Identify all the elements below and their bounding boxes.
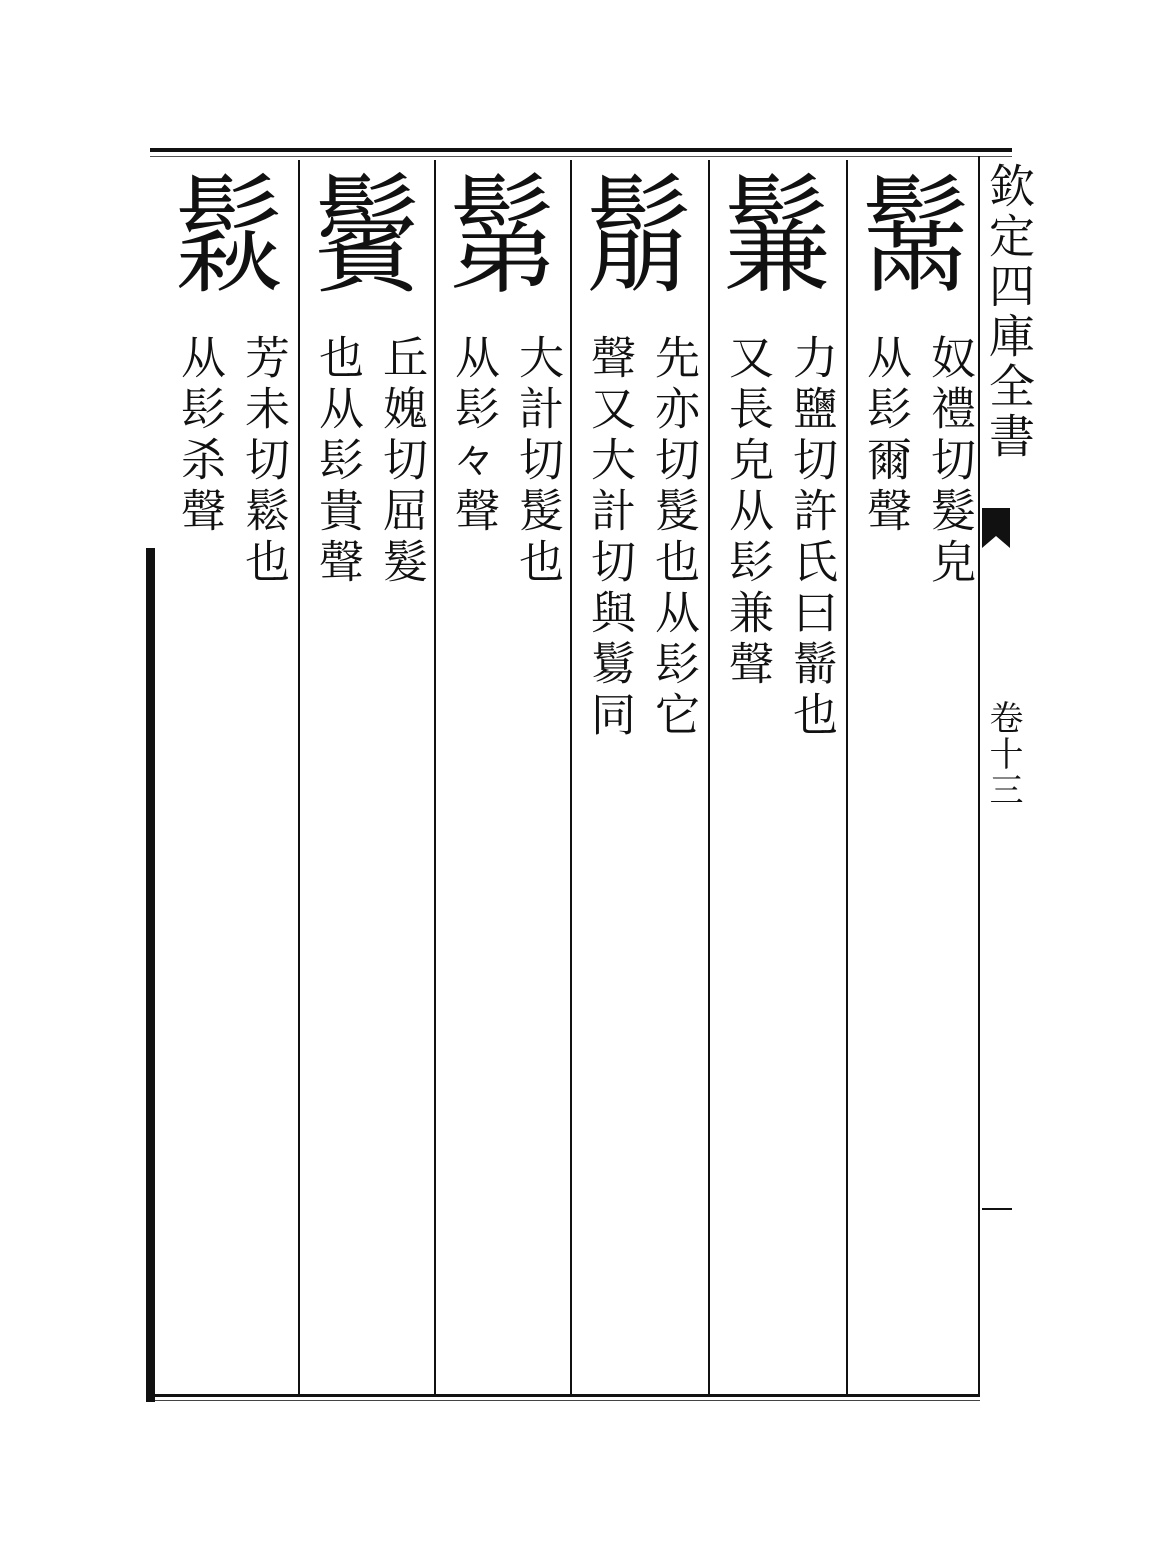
left-border-rule [146,548,155,1402]
top-border-thin-rule [150,156,1012,157]
entry-definition-continued: 从髟爾聲 [859,334,912,538]
entry-definition: 奴禮切髮皃 [923,334,976,589]
entry-definition-continued: 从髟𠚤聲 [447,334,500,538]
bottom-border-rule [150,1394,980,1397]
entry-definition: 大計切髲也 [511,334,564,589]
seal-script-character: 鬅 [584,163,693,312]
bottom-border-thin-rule [150,1400,980,1401]
entry-definition-continued: 从髟杀聲 [173,334,226,538]
dictionary-entry [434,163,570,1388]
dictionary-entry [298,163,434,1388]
entry-definition: 芳未切鬆也 [237,334,290,589]
top-border-rule [150,148,1012,152]
dictionary-entry [708,163,844,1388]
margin-tick [982,1208,1012,1210]
seal-script-character: 鬏 [174,163,283,312]
seal-script-character: 鬢 [312,163,421,312]
seal-script-character: 鬗 [860,163,969,312]
volume-number: 卷十三 [983,700,1023,808]
book-title: 欽定四庫全書 [982,162,1036,462]
entry-definition-continued: 聲又大計切與鬄同 [583,334,636,742]
entry-definition: 丘媿切屈髮 [375,334,428,589]
dictionary-entry [160,163,296,1388]
seal-script-character: 鬑 [722,163,831,312]
dictionary-entry [570,163,706,1388]
entry-definition-continued: 又長皃从髟兼聲 [721,334,774,691]
entry-definition: 力鹽切許氏曰鬋也 [785,334,838,742]
entry-definition-continued: 也从髟貴聲 [311,334,364,589]
entry-definition: 先亦切髲也从髟它 [647,334,700,742]
fishtail-mark [982,508,1010,548]
dictionary-entry [846,163,982,1388]
seal-script-character: 鬀 [448,163,557,312]
